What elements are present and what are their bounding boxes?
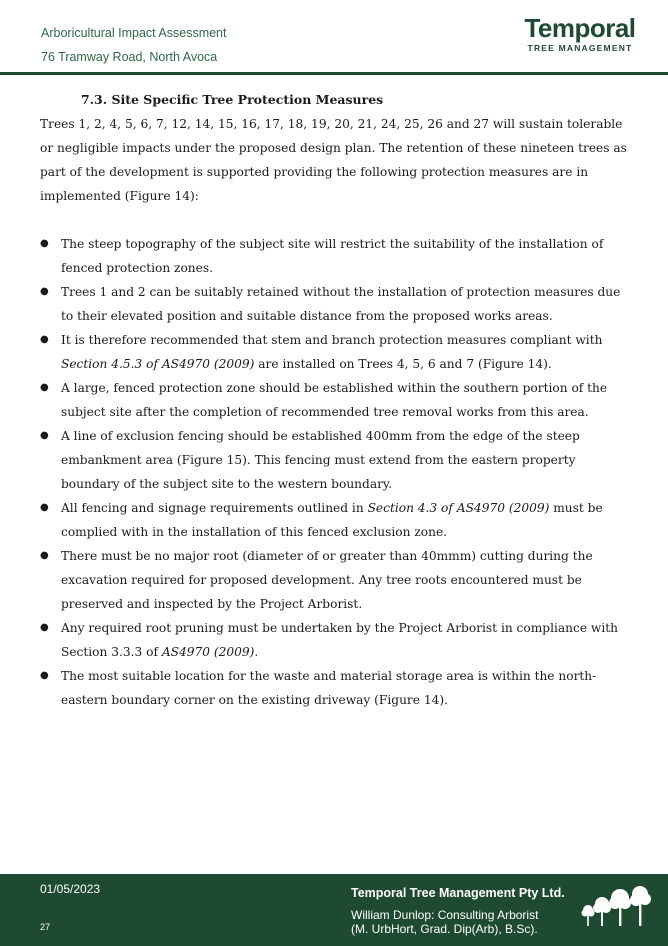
list-item bbox=[40, 280, 632, 328]
logo-wordmark: Temporal bbox=[524, 13, 636, 43]
intro-paragraph: Trees 1, 2, 4, 5, 6, 7, 12, 14, 15, 16, 17, 18, 19, 20, 21, 24, 25, 26 and 27 will sustain tolerable or negligible impacts under the proposed design plan. The retention of these nineteen trees as part of the development is supported providing the following protection measures are in implemented (Figure 14): bbox=[40, 117, 627, 203]
list-item-text-post: are installed on Trees 4, 5, 6 and 7 (Figure 14). bbox=[254, 357, 552, 371]
bullet-icon: ● bbox=[40, 622, 49, 633]
document-title: Arboricultural Impact Assessment bbox=[41, 26, 227, 40]
bullet-icon: ● bbox=[40, 334, 49, 345]
list-item bbox=[40, 232, 632, 280]
company-logo bbox=[520, 14, 640, 53]
list-item-text-pre: It is therefore recommended that stem and branch protection measures compliant with bbox=[61, 333, 603, 347]
standard-reference: AS4970 (2009). bbox=[161, 645, 259, 659]
section-heading: 7.3. Site Specific Tree Protection Measures bbox=[81, 92, 384, 107]
page-number: 27 bbox=[40, 922, 51, 932]
bullet-icon: ● bbox=[40, 430, 49, 441]
bullet-icon: ● bbox=[40, 286, 49, 297]
bullet-icon: ● bbox=[40, 502, 49, 513]
list-item-text: There must be no major root (diameter of or greater than 40mmm) cutting during the excavation required for proposed development. Any tree roots encountered must be preserved and inspected by the Project Arborist. bbox=[61, 549, 593, 611]
arborist-name: William Dunlop: Consulting Arborist bbox=[351, 908, 539, 922]
protection-measures-list bbox=[40, 232, 632, 712]
bullet-icon: ● bbox=[40, 670, 49, 681]
list-item bbox=[40, 328, 632, 376]
header-divider bbox=[0, 72, 668, 75]
list-item-text-pre: Any required root pruning must be undertaken by the Project Arborist in compliance with Section 3.3.3 of bbox=[61, 621, 618, 659]
trees-icon bbox=[578, 884, 654, 930]
list-item bbox=[40, 424, 632, 496]
list-item bbox=[40, 376, 632, 424]
list-item bbox=[40, 496, 632, 544]
page-header bbox=[0, 0, 668, 75]
list-item bbox=[40, 664, 632, 712]
logo-tagline: TREE MANAGEMENT bbox=[527, 43, 633, 53]
list-item-text-post: must be complied with in the installation of this fenced exclusion zone. bbox=[61, 501, 603, 539]
page-footer bbox=[0, 874, 668, 946]
company-name: Temporal Tree Management Pty Ltd. bbox=[351, 886, 565, 900]
standard-reference: Section 4.5.3 of AS4970 (2009) bbox=[61, 357, 255, 371]
bullet-icon: ● bbox=[40, 238, 49, 249]
list-item-text: The most suitable location for the waste and material storage area is within the north-eastern boundary corner on the existing driveway (Figure 14). bbox=[61, 669, 597, 707]
list-item-text: The steep topography of the subject site will restrict the suitability of the installation of fenced protection zones. bbox=[61, 237, 604, 275]
list-item-text: A line of exclusion fencing should be established 400mm from the edge of the steep embankment area (Figure 15). This fencing must extend from the eastern property boundary of the subject site to the western boundary. bbox=[61, 429, 580, 491]
list-item bbox=[40, 544, 632, 616]
bullet-icon: ● bbox=[40, 382, 49, 393]
site-address: 76 Tramway Road, North Avoca bbox=[41, 50, 218, 64]
standard-reference: Section 4.3 of AS4970 (2009) bbox=[367, 501, 550, 515]
list-item-text: Trees 1 and 2 can be suitably retained without the installation of protection measures due to their elevated position and suitable distance from the proposed works areas. bbox=[61, 285, 621, 323]
list-item-text: A large, fenced protection zone should be established within the southern portion of the subject site after the completion of recommended tree removal works from this area. bbox=[61, 381, 608, 419]
page-body bbox=[40, 88, 632, 712]
report-date: 01/05/2023 bbox=[40, 882, 101, 896]
bullet-icon: ● bbox=[40, 550, 49, 561]
arborist-qualifications: (M. UrbHort, Grad. Dip(Arb), B.Sc). bbox=[351, 922, 538, 936]
list-item-text-pre: All fencing and signage requirements outlined in bbox=[61, 501, 368, 515]
list-item bbox=[40, 616, 632, 664]
